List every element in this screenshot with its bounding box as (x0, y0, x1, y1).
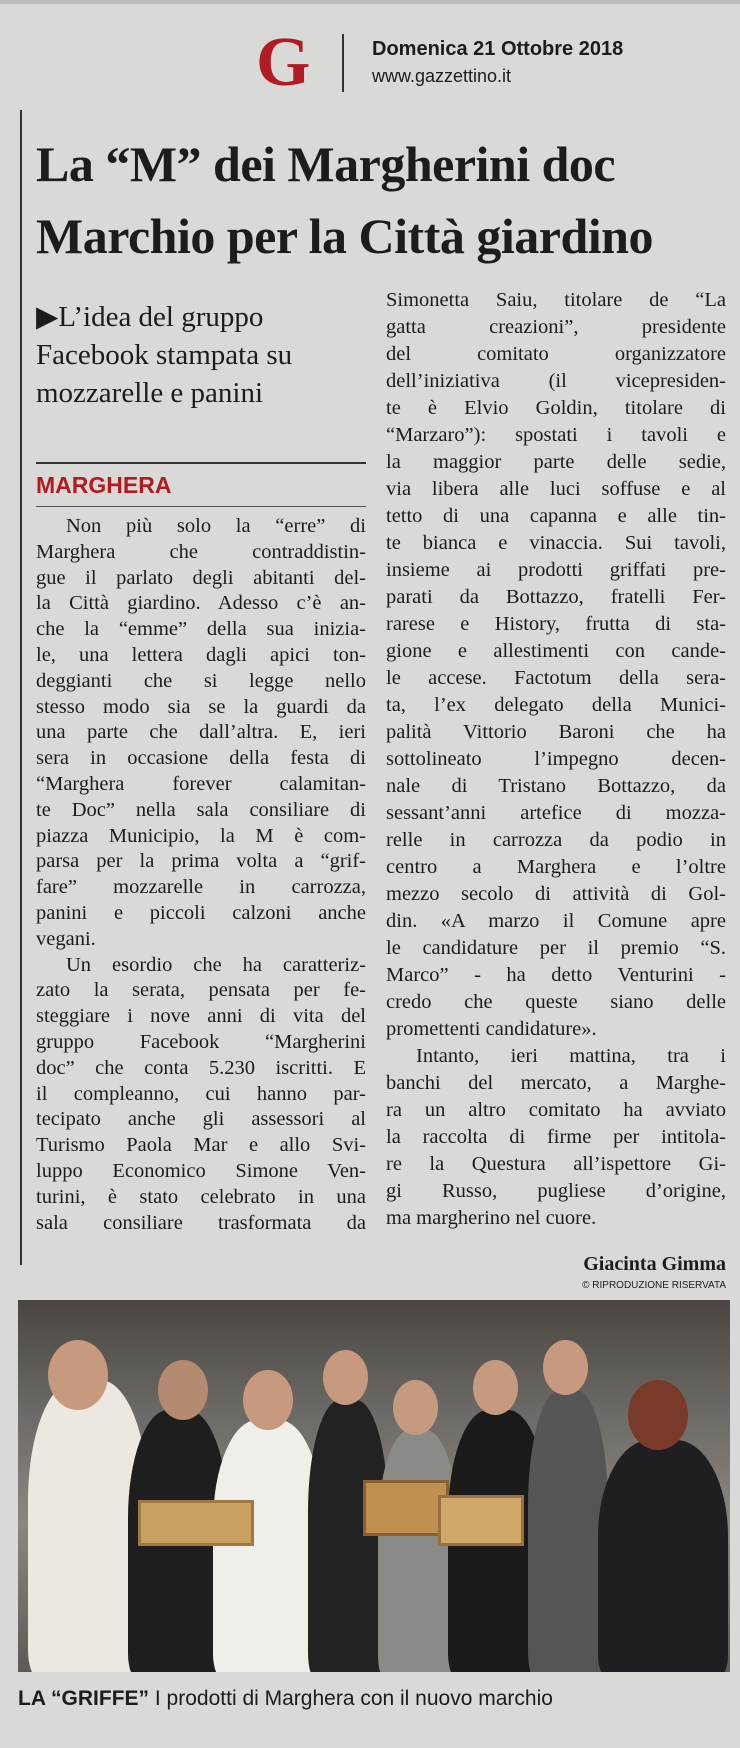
text-line: relle in carrozza da podio in (386, 829, 726, 851)
section-kicker: MARGHERA (36, 472, 172, 498)
text-line: sera in occasione della festa di (36, 747, 366, 770)
text-line: Un esordio che ha caratteriz- (66, 953, 366, 976)
text-line: dell’iniziativa (il vicepresiden- (386, 370, 726, 392)
text-line: Turismo Paola Mar e allo Svi- (36, 1134, 366, 1157)
text-line: te bianca e vinaccia. Sui tavoli, (386, 532, 726, 554)
text-line: din. «A marzo il Comune apre (386, 910, 726, 932)
text-line: tecipato anche gli assessori al (36, 1108, 366, 1131)
divider (36, 506, 366, 507)
text-line: Marghera che contraddistin- (36, 540, 366, 563)
text-line: che la “emme” della sua inizia- (36, 618, 366, 641)
body-column-left (36, 514, 366, 1236)
text-line: rarese e History, frutta di sta- (386, 613, 726, 635)
text-line: turini, è stato celebrato in una (36, 1185, 366, 1208)
text-line: nale di Tristano Bottazzo, da (386, 775, 726, 797)
text-line: Intanto, ieri mattina, tra i (416, 1045, 726, 1067)
text-line: zato la serata, pensata per fe- (36, 979, 366, 1002)
text-line: fare” mozzarelle in carrozza, (36, 876, 366, 899)
text-line: steggiare i nove anni di vita del (36, 1005, 366, 1028)
text-line: te è Elvio Goldin, titolare di (386, 397, 726, 419)
text-line: ra un altro comitato ha avviato (386, 1099, 726, 1121)
byline: Giacinta Gimma (583, 1253, 726, 1275)
text-line: tetto di una capanna e alle tin- (386, 505, 726, 527)
text-line: panini e piccoli calzoni anche (36, 901, 366, 924)
text-line: vegani. (36, 927, 96, 950)
text-line: gione e allestimenti con cande- (386, 640, 726, 662)
newspaper-logo: G (256, 24, 311, 101)
text-line: ta, l’ex delegato della Munici- (386, 694, 726, 716)
text-line: gruppo Facebook “Margherini (36, 1030, 366, 1053)
caption-label: LA “GRIFFE” (18, 1687, 150, 1710)
copyright: © RIPRODUZIONE RISERVATA (582, 1280, 726, 1291)
text-line: palità Vittorio Baroni che ha (386, 721, 726, 743)
text-line: gue il parlato degli abitanti del- (36, 566, 366, 589)
text-line: credo che queste siano delle (386, 991, 726, 1013)
top-edge (0, 0, 740, 4)
headline-line-2: Marchio per la Città giardino (36, 208, 653, 264)
text-line: Marco” - ha detto Venturini - (386, 964, 726, 986)
tray (363, 1480, 449, 1536)
issue-date: Domenica 21 Ottobre 2018 (372, 38, 624, 60)
text-line: centro a Marghera e l’oltre (386, 856, 726, 878)
text-line: stesso modo sia se la guardi da (36, 695, 366, 718)
text-line: la maggior parte delle sedie, (386, 451, 726, 473)
headline-line-1: La “M” dei Margherini doc (36, 136, 616, 192)
tray (138, 1500, 254, 1546)
text-line: parsa per la prima volta a “grif- (36, 850, 366, 873)
text-line: gi Russo, pugliese d’origine, (386, 1180, 726, 1202)
text-line: le, una lettera dagli apici ton- (36, 643, 366, 666)
text-line: deggianti che si legge nello (36, 669, 366, 692)
caption-text: I prodotti di Marghera con il nuovo marchio (154, 1687, 553, 1710)
text-line: ma margherino nel cuore. (386, 1207, 597, 1229)
website: www.gazzettino.it (372, 66, 512, 86)
text-line: re la Questura all’ispettore Gi- (386, 1153, 726, 1175)
text-line: la Città giardino. Adesso c’è an- (36, 592, 366, 615)
text-line: “Marzaro”): spostati i tavoli e (386, 424, 726, 446)
text-line: sottolineato l’impegno decen- (386, 748, 726, 770)
text-line: sala consiliare trasformata da (36, 1211, 366, 1234)
header-divider (342, 34, 344, 92)
text-line: luppo Economico Simone Ven- (36, 1159, 366, 1182)
text-line: Non più solo la “erre” di (66, 515, 366, 537)
text-line: banchi del mercato, a Marghe- (386, 1072, 726, 1094)
text-line: sessant’anni artefice di mozza- (386, 802, 726, 824)
article-photo (18, 1300, 730, 1672)
text-line: le candidature per il premio “S. (386, 937, 726, 959)
text-line: promettenti candidature». (386, 1018, 597, 1040)
text-line: te Doc” nella sala consiliare di (36, 798, 366, 821)
text-line: insieme ai prodotti griffati pre- (386, 559, 726, 581)
subheadline: ▶L’idea del gruppo Facebook stampata su mozzarelle e panini (36, 301, 293, 409)
text-line: parati da Bottazzo, fratelli Fer- (386, 586, 726, 608)
column-rule (20, 110, 22, 1265)
text-line: la raccolta di firme per intitola- (386, 1126, 726, 1148)
text-line: gatta creazioni”, presidente (386, 316, 726, 338)
text-line: “Marghera forever calamitan- (36, 772, 366, 795)
tray (438, 1495, 524, 1546)
text-line: le accese. Factotum della sera- (386, 667, 726, 689)
text-line: mezzo secolo di attività di Gol- (386, 883, 726, 905)
body-column-right (386, 287, 726, 1232)
text-line: via libera alle luci soffuse e al (386, 478, 726, 500)
text-line: doc” che conta 5.230 iscritti. E (36, 1056, 366, 1079)
text-line: piazza Municipio, la M è com- (36, 824, 366, 847)
text-line: Simonetta Saiu, titolare de “La (386, 289, 726, 311)
text-line: una parte che dall’altra. E, ieri (36, 721, 366, 744)
text-line: il compleanno, cui hanno par- (36, 1082, 366, 1105)
text-line: del comitato organizzatore (386, 343, 726, 365)
divider (36, 462, 366, 464)
photo-caption (18, 1687, 553, 1711)
